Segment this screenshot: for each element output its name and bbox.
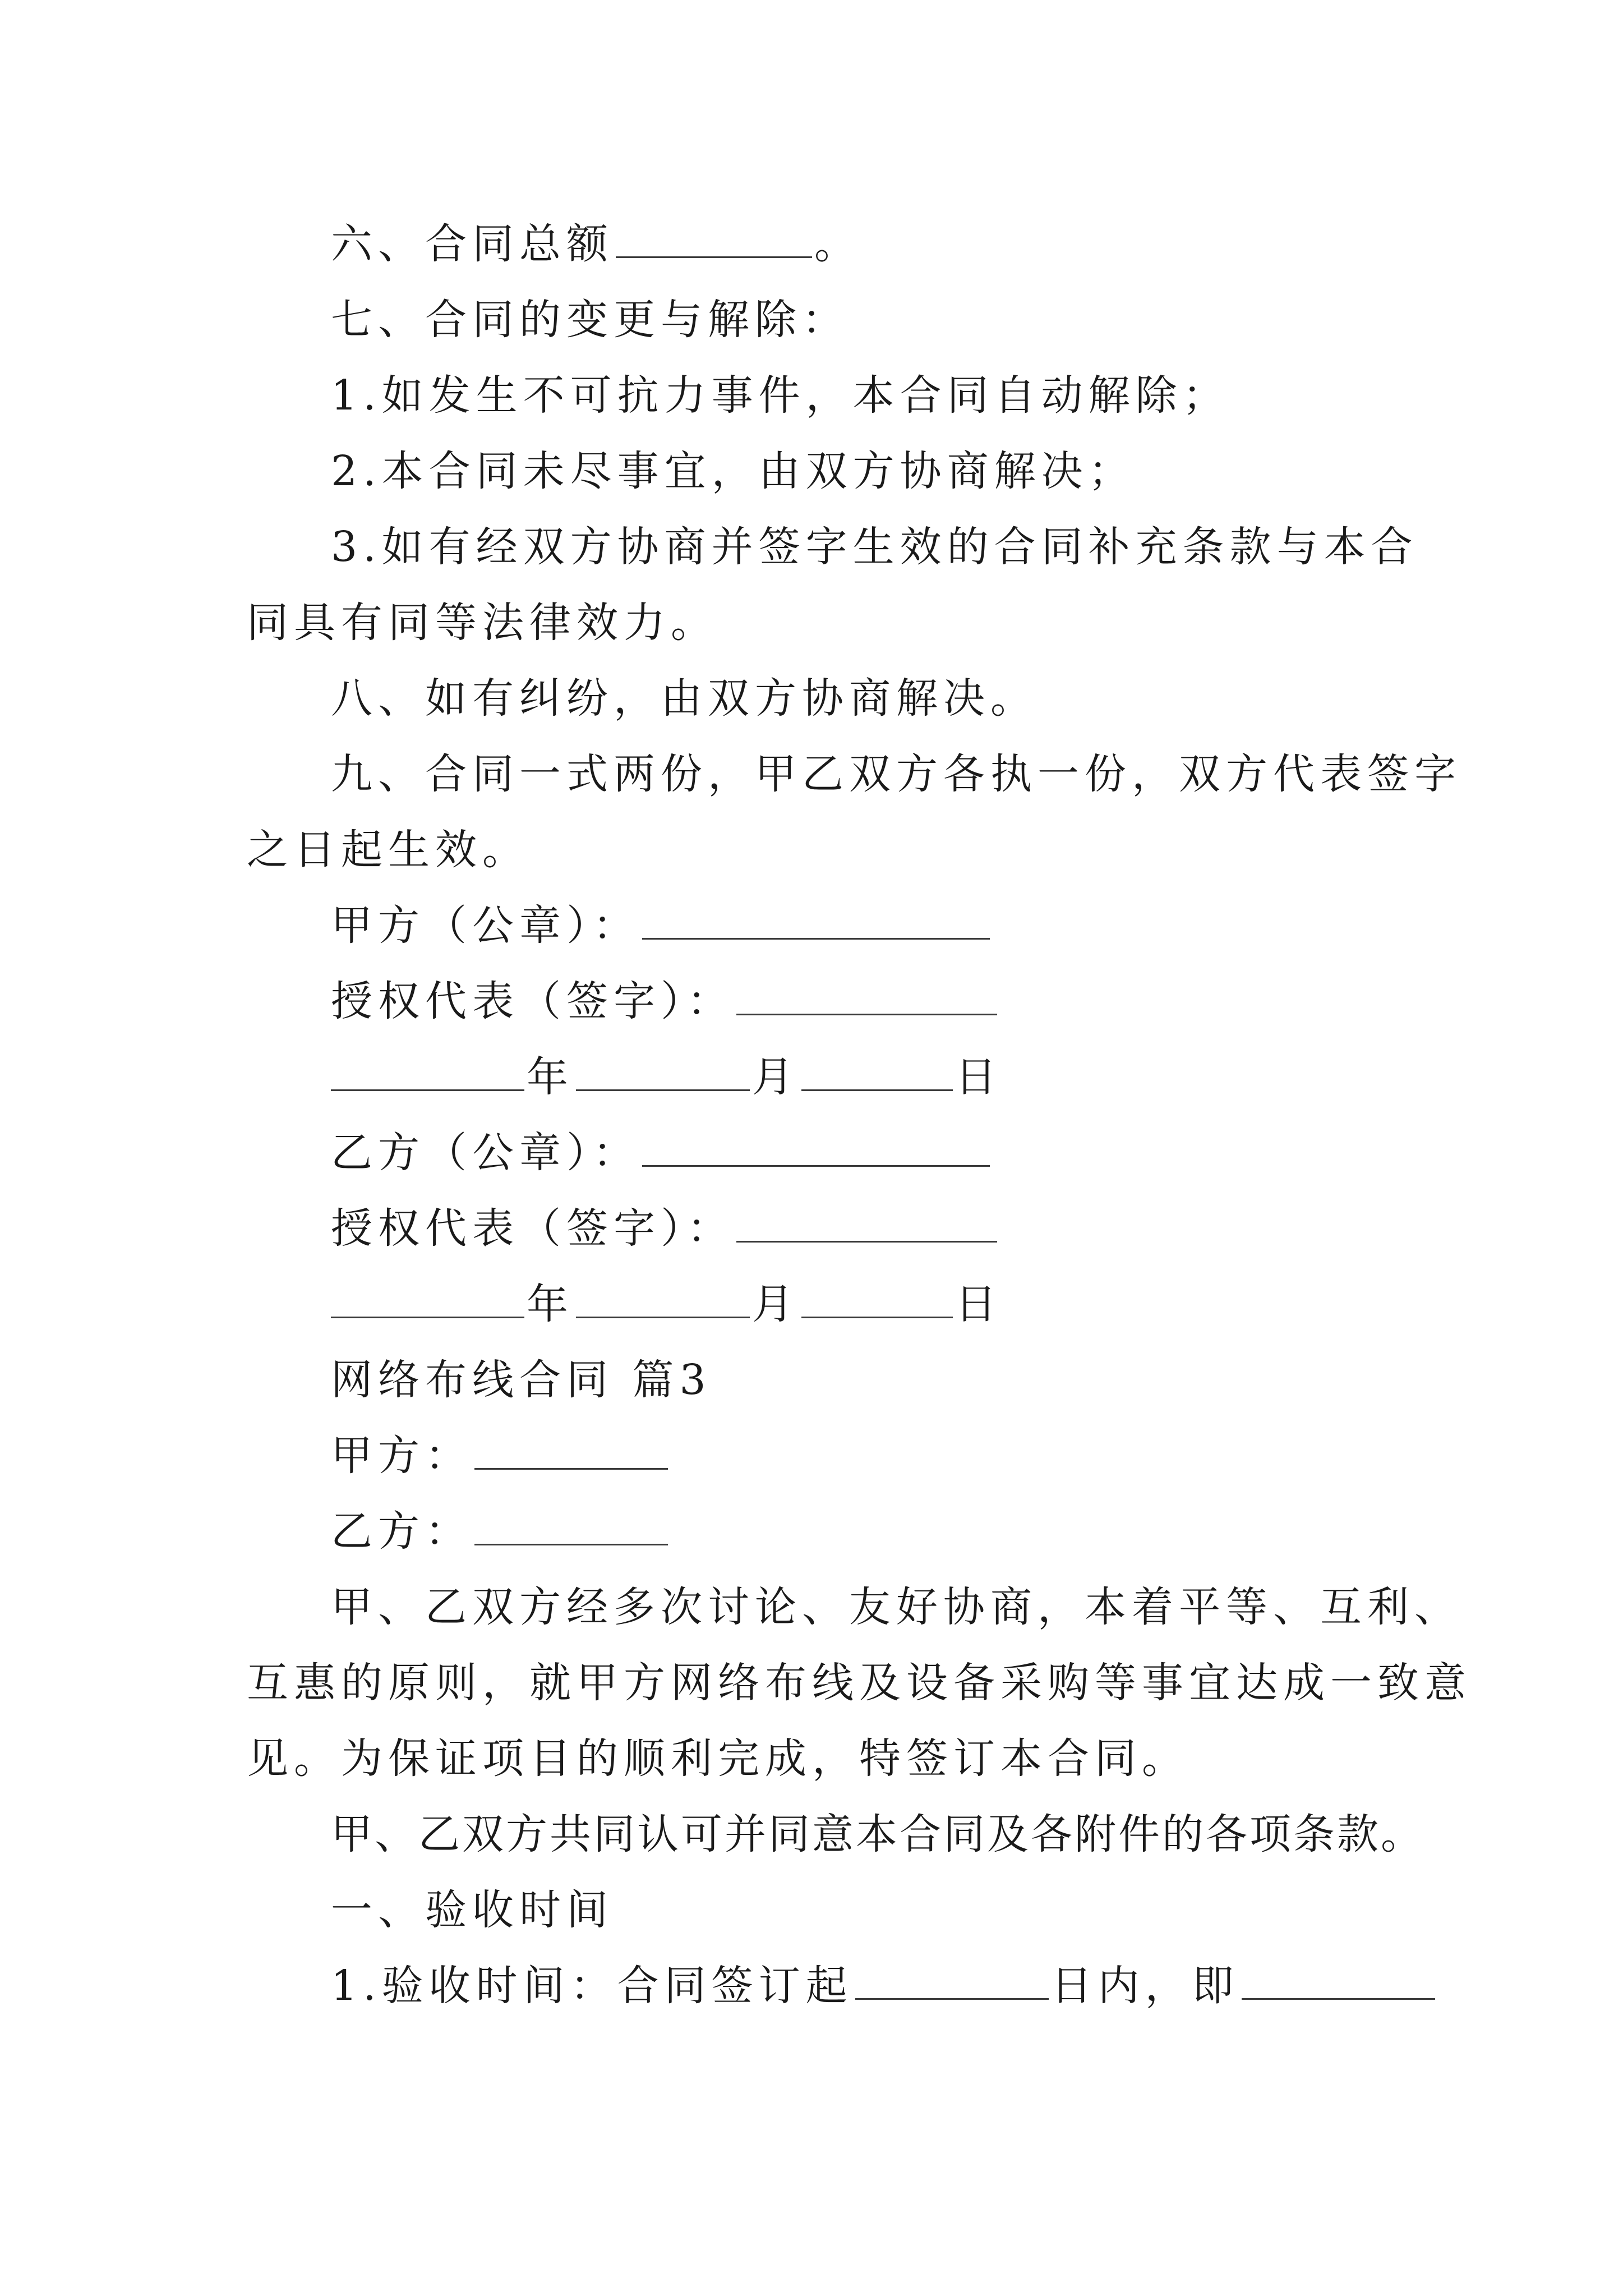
- month-blank[interactable]: [576, 1277, 750, 1318]
- clause-7-heading: [331, 292, 849, 348]
- party-a-date: [331, 1049, 1002, 1105]
- paragraph-text: 甲、乙双方经多次讨论、友好协商，本着平等、互利、: [331, 1583, 1461, 1631]
- field-label: 甲方：: [331, 1432, 472, 1480]
- party-b-seal: [331, 1125, 992, 1181]
- section-title: [331, 1352, 712, 1408]
- month-blank[interactable]: [576, 1050, 750, 1091]
- party-b-date: [331, 1276, 1002, 1332]
- clause-text: 六、合同总额: [331, 220, 614, 268]
- clause-text: 九、合同一式两份，甲乙双方各执一份，双方代表签字: [331, 750, 1461, 798]
- party-a-name-blank[interactable]: [474, 1429, 668, 1470]
- clause-text: 之日起生效。: [247, 826, 529, 874]
- party-b-signature-blank[interactable]: [736, 1202, 997, 1243]
- field-label: 乙方：: [331, 1507, 472, 1556]
- clause-7-item-1: [331, 367, 1230, 424]
- clause-text: 一、验收时间: [331, 1886, 614, 1934]
- year-label: 年: [527, 1280, 574, 1328]
- party-a-seal: [331, 898, 992, 954]
- party-a-signature-blank[interactable]: [736, 974, 997, 1015]
- year-label: 年: [527, 1053, 574, 1101]
- clause-text: 同具有同等法律效力。: [247, 599, 718, 647]
- year-blank[interactable]: [331, 1277, 524, 1318]
- party-b-name-blank[interactable]: [474, 1504, 668, 1545]
- day-blank[interactable]: [801, 1050, 953, 1091]
- clause-7-item-3-continued: [247, 595, 718, 651]
- paragraph-text: 甲、乙双方共同认可并同意本合同及各附件的各项条款。: [331, 1810, 1424, 1858]
- day-label: 日: [955, 1280, 1002, 1328]
- year-blank[interactable]: [331, 1050, 524, 1091]
- clause-9-continued: [247, 822, 529, 878]
- agreement-statement: [331, 1806, 1424, 1862]
- party-a-line: [331, 1428, 670, 1484]
- preamble-line-2: [247, 1655, 1472, 1711]
- clause-text: 1.如发生不可抗力事件，本合同自动解除；: [331, 371, 1230, 420]
- clause-1-heading: [331, 1882, 614, 1938]
- field-label: 授权代表（签字）：: [331, 1204, 734, 1253]
- section-title-text: 网络布线合同 篇3: [331, 1356, 712, 1404]
- day-blank[interactable]: [801, 1277, 953, 1318]
- preamble-line-3: [247, 1731, 1189, 1787]
- preamble-line-1: [331, 1579, 1461, 1635]
- field-label: 甲方（公章）：: [331, 901, 640, 950]
- clause-text: 八、如有纠纷，由双方协商解决。: [331, 674, 1038, 723]
- day-label: 日: [955, 1053, 1002, 1101]
- clause-8: [331, 670, 1038, 726]
- month-label: 月: [752, 1053, 799, 1101]
- clause-text: 3.如有经双方协商并签字生效的合同补充条款与本合: [331, 523, 1418, 571]
- party-a-representative: [331, 973, 999, 1029]
- field-label: 授权代表（签字）：: [331, 977, 734, 1025]
- paragraph-text: 见。为保证项目的顺利完成，特签订本合同。: [247, 1734, 1189, 1783]
- amount-blank[interactable]: [616, 217, 812, 258]
- party-a-seal-blank[interactable]: [642, 899, 990, 940]
- clause-text: 。: [814, 220, 861, 268]
- date-blank[interactable]: [1242, 1959, 1435, 2000]
- party-b-line: [331, 1503, 670, 1559]
- days-blank[interactable]: [855, 1959, 1049, 2000]
- clause-1-item-1: [331, 1958, 1437, 2014]
- clause-9: [331, 746, 1461, 802]
- clause-text: 七、合同的变更与解除：: [331, 296, 849, 344]
- clause-7-item-3: [331, 519, 1418, 575]
- clause-7-item-2: [331, 443, 1136, 499]
- month-label: 月: [752, 1280, 799, 1328]
- clause-6-total-amount: [331, 216, 861, 272]
- clause-text: 2.本合同未尽事宜，由双方协商解决；: [331, 447, 1136, 495]
- clause-text: 日内，即: [1050, 1962, 1239, 2010]
- paragraph-text: 互惠的原则，就甲方网络布线及设备采购等事宜达成一致意: [247, 1659, 1472, 1707]
- party-b-seal-blank[interactable]: [642, 1126, 990, 1167]
- party-b-representative: [331, 1200, 999, 1257]
- clause-text: 1.验收时间：合同签订起: [331, 1962, 853, 2010]
- field-label: 乙方（公章）：: [331, 1129, 640, 1177]
